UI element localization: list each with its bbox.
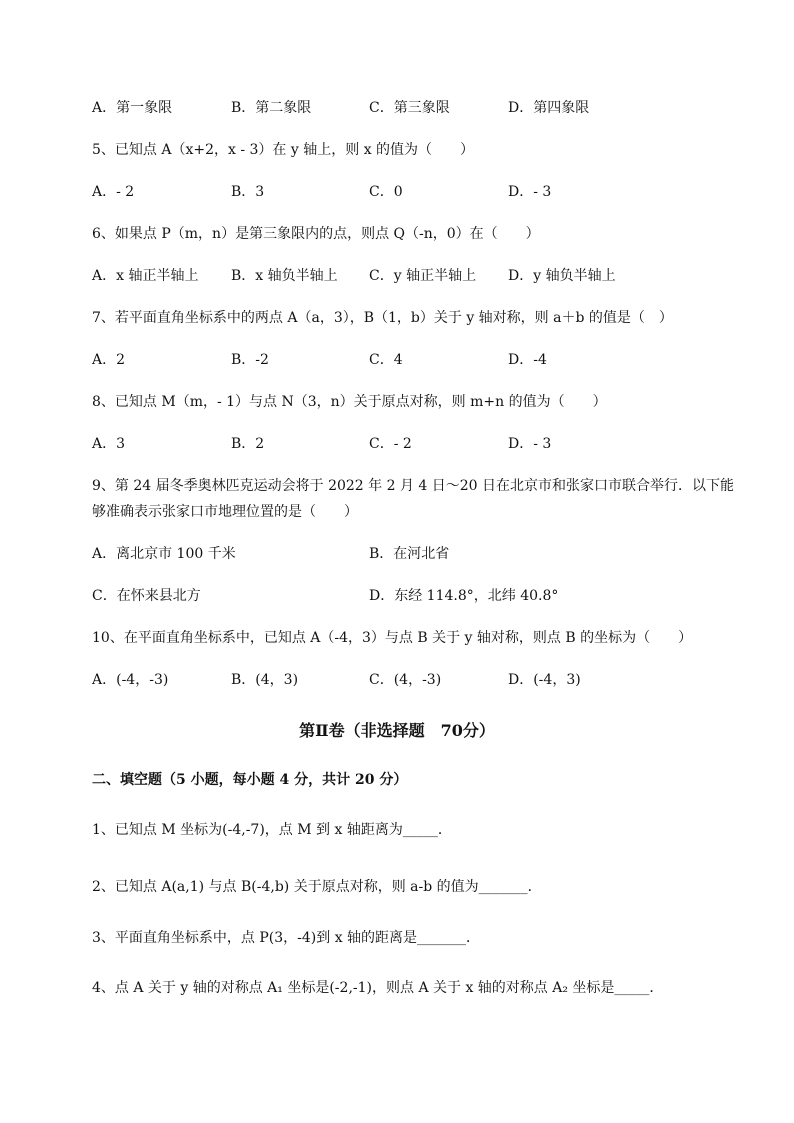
q6-stem: 6、如果点 P（m，n）是第三象限内的点，则点 Q（-n，0）在（ ）: [92, 226, 540, 242]
fill-blank-heading: 二、填空题（5 小题，每小题 4 分，共计 20 分）: [92, 772, 408, 788]
q8-option-d: D．- 3: [508, 436, 552, 452]
q4-option-d: D．第四象限: [508, 100, 590, 116]
q9-stem-line1: 9、第 24 届冬季奥林匹克运动会将于 2022 年 2 月 4 日～20 日在北京市和张家口市联合举行．以下能: [92, 478, 735, 494]
q10-option-a: A．(-4，-3): [92, 672, 169, 688]
fill-question-4: 4、点 A 关于 y 轴的对称点 A₁ 坐标是(-2,-1)，则点 A 关于 x 轴的对称点 A₂ 坐标是_____．: [92, 980, 664, 996]
q9-option-d: D．东经 114.8°，北纬 40.8°: [369, 588, 559, 604]
q4-option-b: B．第二象限: [231, 100, 312, 116]
q7-option-d: D．-4: [508, 352, 547, 368]
q6-option-d: D．y 轴负半轴上: [508, 268, 616, 284]
q7-stem: 7、若平面直角坐标系中的两点 A（a，3），B（1，b）关于 y 轴对称，则 a＋b 的值是（ ）: [92, 310, 673, 326]
q7-option-a: A．2: [92, 352, 126, 368]
q4-option-a: A．第一象限: [92, 100, 173, 116]
q10-stem: 10、在平面直角坐标系中，已知点 A（-4，3）与点 B 关于 y 轴对称，则点 B 的坐标为（ ）: [92, 630, 693, 646]
q8-stem: 8、已知点 M（m，- 1）与点 N（3，n）关于原点对称，则 m+n 的值为（ ）: [92, 394, 607, 410]
fill-question-3: 3、平面直角坐标系中，点 P(3，-4)到 x 轴的距离是_______．: [92, 930, 481, 946]
q7-option-c: C．4: [369, 352, 403, 368]
q10-option-d: D．(-4，3): [508, 672, 581, 688]
q8-option-a: A．3: [92, 436, 126, 452]
q9-option-c: C．在怀来县北方: [92, 588, 201, 604]
q5-option-d: D．- 3: [508, 184, 552, 200]
q5-stem: 5、已知点 A（x+2，x - 3）在 y 轴上，则 x 的值为（ ）: [92, 142, 475, 158]
q6-option-c: C．y 轴正半轴上: [369, 268, 477, 284]
q4-option-c: C．第三象限: [369, 100, 450, 116]
q7-option-b: B．-2: [231, 352, 269, 368]
q9-option-a: A．离北京市 100 千米: [92, 546, 236, 562]
q6-option-b: B．x 轴负半轴上: [231, 268, 338, 284]
q9-stem-line2: 够准确表示张家口市地理位置的是（ ）: [92, 504, 358, 520]
q9-option-b: B．在河北省: [369, 546, 450, 562]
fill-question-1: 1、已知点 M 坐标为(-4,-7)，点 M 到 x 轴距离为_____．: [92, 822, 452, 838]
q6-option-a: A．x 轴正半轴上: [92, 268, 199, 284]
q10-option-b: B．(4，3): [231, 672, 299, 688]
fill-question-2: 2、已知点 A(a,1) 与点 B(-4,b) 关于原点对称，则 a-b 的值为_______．: [92, 879, 542, 895]
section-2-title: 第Ⅱ卷（非选择题 70分）: [299, 721, 495, 740]
q5-option-a: A．- 2: [92, 184, 135, 200]
q8-option-c: C．- 2: [369, 436, 412, 452]
q5-option-c: C．0: [369, 184, 403, 200]
q5-option-b: B．3: [231, 184, 265, 200]
q8-option-b: B．2: [231, 436, 265, 452]
q10-option-c: C．(4，-3): [369, 672, 442, 688]
